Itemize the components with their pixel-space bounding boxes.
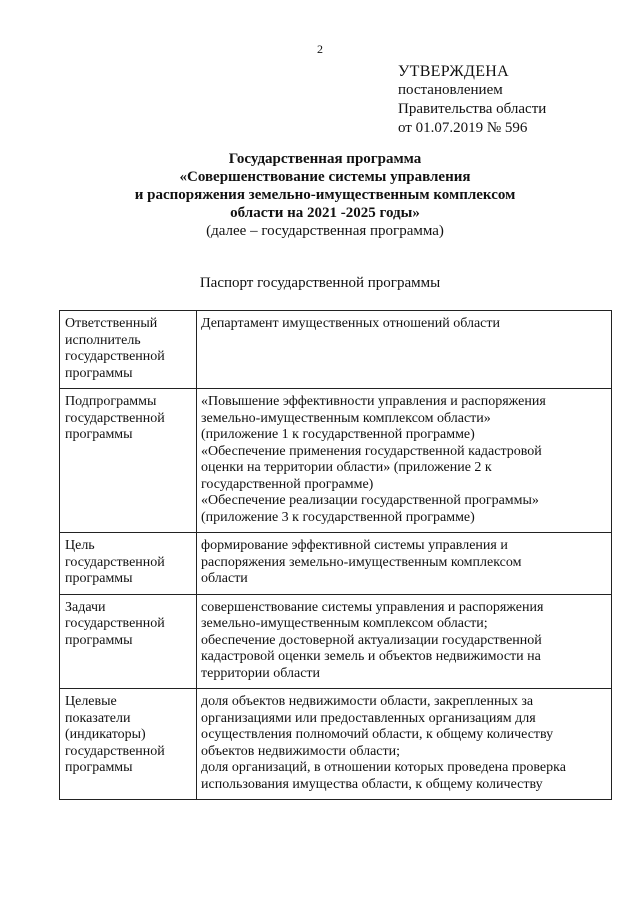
content-line: использования имущества области, к общему количеству — [201, 776, 543, 792]
content-line: «Повышение эффективности управления и распоряжения — [201, 394, 546, 409]
label-line: Ответственный — [65, 316, 158, 331]
label-line: программы — [65, 632, 133, 648]
page-number: 2 — [317, 42, 323, 56]
content-line: «Обеспечение применения государственной кадастровой — [201, 443, 542, 459]
program-title — [60, 150, 590, 240]
approval-line-3: от 01.07.2019 № 596 — [398, 120, 528, 136]
label-line: программы — [65, 427, 133, 442]
content-line: объектов недвижимости области; — [201, 743, 401, 759]
title-line-5: (далее – государственная программа) — [206, 223, 444, 239]
content-line: оценки на территории области» (приложение 2 к — [201, 460, 492, 475]
approval-status: УТВЕРЖДЕНА — [398, 63, 510, 80]
content-line: земельно-имущественным комплексом области» — [201, 410, 491, 426]
label-line: Подпрограммы — [65, 394, 157, 409]
table-row — [60, 311, 612, 389]
label-line: программы — [65, 571, 133, 586]
content-line: распоряжения земельно-имущественным комплексом — [201, 554, 522, 570]
row-label — [60, 533, 197, 595]
content-line: Департамент имущественных отношений области — [201, 316, 500, 331]
content-line: (приложение 3 к государственной программе) — [201, 509, 475, 525]
approval-line-2: Правительства области — [398, 101, 547, 117]
approval-line-1: постановлением — [398, 82, 503, 98]
label-line: государственной — [65, 616, 165, 631]
label-line: государственной — [65, 743, 165, 759]
row-label — [60, 594, 197, 689]
label-line: государственной — [65, 410, 165, 426]
content-line: доля объектов недвижимости области, закрепленных за — [201, 694, 534, 709]
title-line-3: и распоряжения земельно-имущественным комплексом — [134, 187, 516, 203]
row-content — [197, 594, 612, 689]
label-line: исполнитель — [65, 332, 141, 348]
approval-stamp — [398, 62, 546, 138]
table-row — [60, 533, 612, 595]
label-line: Задачи — [65, 599, 106, 615]
content-line: (приложение 1 к государственной программе) — [201, 427, 475, 442]
label-line: государственной — [65, 554, 165, 570]
row-content — [197, 311, 612, 389]
content-line: территории области — [201, 665, 321, 681]
passport-heading: Паспорт государственной программы — [199, 275, 441, 291]
content-line: «Обеспечение реализации государственной программы» — [201, 493, 539, 508]
content-line: государственной программе) — [201, 476, 374, 492]
table-row — [60, 689, 612, 800]
content-line: кадастровой оценки земель и объектов недвижимости на — [201, 649, 541, 664]
row-label — [60, 689, 197, 800]
table-row — [60, 389, 612, 533]
content-line: обеспечение достоверной актуализации государственной — [201, 632, 542, 648]
label-line: программы — [65, 760, 133, 775]
row-label — [60, 311, 197, 389]
row-label — [60, 389, 197, 533]
content-line: организациями или предоставленных организациям для — [201, 710, 536, 726]
content-line: земельно-имущественным комплексом области; — [201, 616, 488, 631]
content-line: области — [201, 571, 248, 586]
label-line: показатели — [65, 710, 131, 726]
title-line-1: Государственная программа — [228, 151, 422, 167]
row-content — [197, 533, 612, 595]
content-line: осуществления полномочий области, к общему количеству — [201, 727, 554, 742]
content-line: доля организаций, в отношении которых проведена проверка — [201, 760, 566, 775]
label-line: (индикаторы) — [65, 727, 146, 742]
label-line: программы — [65, 365, 133, 381]
title-line-2: «Совершенствование системы управления — [179, 169, 471, 185]
content-line: совершенствование системы управления и распоряжения — [201, 599, 544, 615]
passport-table — [59, 310, 612, 800]
table-row — [60, 594, 612, 689]
content-line: формирование эффективной системы управления и — [201, 538, 508, 553]
label-line: Целевые — [65, 694, 117, 709]
label-line: государственной — [65, 349, 165, 364]
label-line: Цель — [65, 538, 95, 553]
row-content — [197, 689, 612, 800]
row-content — [197, 389, 612, 533]
title-line-4: области на 2021 -2025 годы» — [230, 205, 420, 221]
